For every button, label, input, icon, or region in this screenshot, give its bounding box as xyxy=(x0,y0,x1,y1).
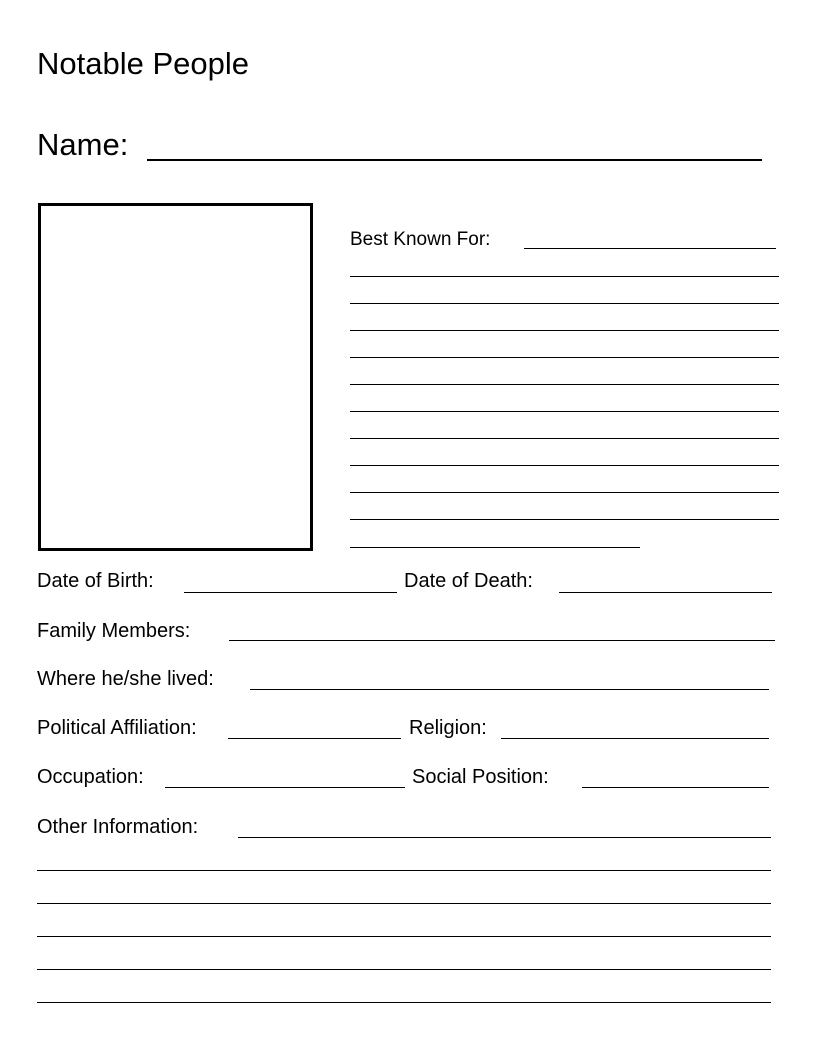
best-known-label: Best Known For: xyxy=(350,229,491,250)
best-known-line[interactable] xyxy=(350,438,779,439)
page-title: Notable People xyxy=(37,46,249,81)
name-field[interactable] xyxy=(147,159,762,161)
best-known-line[interactable] xyxy=(350,519,779,520)
political-affiliation-field[interactable] xyxy=(228,738,401,739)
social-position-label: Social Position: xyxy=(412,766,549,788)
other-information-label: Other Information: xyxy=(37,816,199,838)
occupation-field[interactable] xyxy=(165,787,405,788)
best-known-line[interactable] xyxy=(350,357,779,358)
best-known-line[interactable] xyxy=(350,465,779,466)
other-information-field[interactable] xyxy=(238,837,771,838)
other-information-line[interactable] xyxy=(37,1002,771,1003)
date-of-birth-label: Date of Birth: xyxy=(37,570,154,592)
family-members-field[interactable] xyxy=(229,640,775,641)
best-known-line[interactable] xyxy=(350,303,779,304)
date-of-death-field[interactable] xyxy=(559,592,772,593)
best-known-line[interactable] xyxy=(350,330,779,331)
photo-box[interactable] xyxy=(38,203,313,551)
best-known-line[interactable] xyxy=(350,384,779,385)
other-information-line[interactable] xyxy=(37,936,771,937)
family-members-label: Family Members: xyxy=(37,620,191,642)
best-known-field[interactable] xyxy=(524,248,776,249)
best-known-line[interactable] xyxy=(350,411,779,412)
best-known-line[interactable] xyxy=(350,547,640,548)
political-affiliation-label: Political Affiliation: xyxy=(37,717,197,739)
other-information-line[interactable] xyxy=(37,903,771,904)
where-lived-label: Where he/she lived: xyxy=(37,668,214,690)
social-position-field[interactable] xyxy=(582,787,769,788)
religion-field[interactable] xyxy=(501,738,769,739)
date-of-birth-field[interactable] xyxy=(184,592,397,593)
best-known-line[interactable] xyxy=(350,276,779,277)
date-of-death-label: Date of Death: xyxy=(404,570,533,592)
other-information-line[interactable] xyxy=(37,870,771,871)
religion-label: Religion: xyxy=(409,717,487,739)
name-label: Name: xyxy=(37,127,129,162)
other-information-line[interactable] xyxy=(37,969,771,970)
where-lived-field[interactable] xyxy=(250,689,769,690)
best-known-line[interactable] xyxy=(350,492,779,493)
occupation-label: Occupation: xyxy=(37,766,144,788)
